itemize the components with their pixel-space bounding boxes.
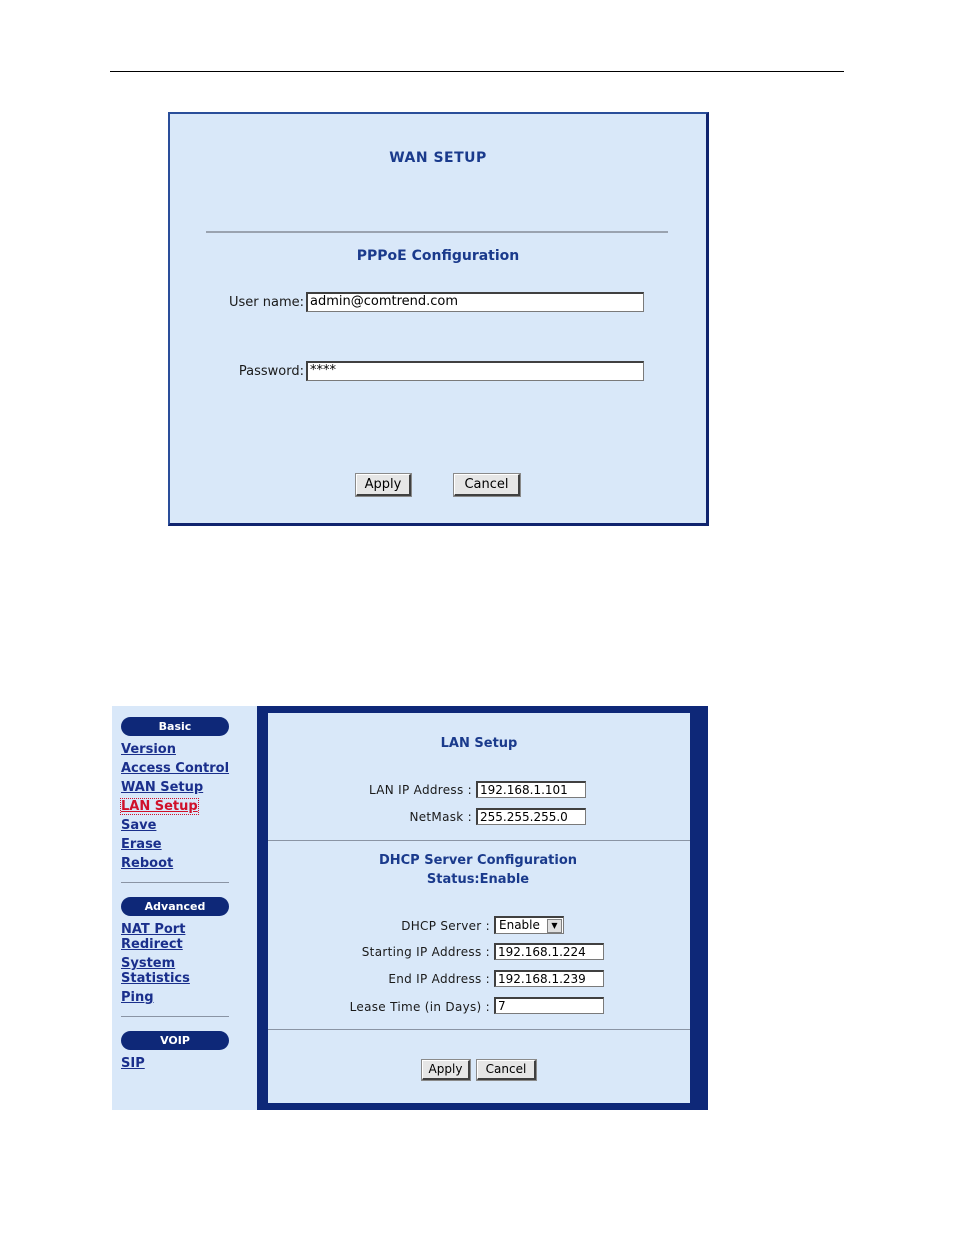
end-ip-label: End IP Address : — [388, 972, 490, 986]
chevron-down-icon[interactable]: ▼ — [547, 919, 562, 933]
page-header-rule — [110, 71, 844, 72]
dhcp-title: DHCP Server Configuration — [378, 853, 578, 868]
dhcp-server-selected-value: Enable — [499, 918, 540, 932]
nav-nat-port[interactable]: NAT Port — [121, 922, 186, 937]
password-input[interactable]: **** — [306, 361, 644, 381]
pppoe-subtitle: PPPoE Configuration — [356, 248, 520, 264]
nav-wan-setup[interactable]: WAN Setup — [121, 780, 204, 795]
nav-erase[interactable]: Erase — [121, 837, 162, 852]
wan-setup-panel — [168, 112, 709, 526]
dhcp-status: Status:Enable — [426, 872, 530, 887]
netmask-input[interactable]: 255.255.255.0 — [476, 808, 586, 825]
nav-system[interactable]: System — [121, 956, 176, 971]
wan-cancel-button[interactable]: Cancel — [454, 474, 520, 496]
sidebar-divider — [121, 1016, 229, 1017]
lan-setup-panel — [268, 713, 690, 1103]
dhcp-server-select[interactable] — [494, 916, 564, 934]
dhcp-server-label: DHCP Server : — [401, 919, 490, 933]
nav-ping[interactable]: Ping — [121, 990, 154, 1005]
wan-divider — [206, 231, 668, 233]
sidebar-divider — [121, 882, 229, 883]
nav-statistics[interactable]: Statistics — [121, 971, 190, 986]
wan-apply-button[interactable]: Apply — [356, 474, 411, 496]
netmask-label: NetMask : — [409, 810, 472, 824]
start-ip-input[interactable]: 192.168.1.224 — [494, 943, 604, 960]
wan-title: WAN SETUP — [389, 150, 487, 166]
end-ip-input[interactable]: 192.168.1.239 — [494, 970, 604, 987]
lease-time-input[interactable]: 7 — [494, 997, 604, 1014]
password-label: Password: — [238, 364, 304, 379]
lan-ip-label: LAN IP Address : — [369, 783, 472, 797]
nav-save[interactable]: Save — [121, 818, 157, 833]
nav-redirect[interactable]: Redirect — [121, 937, 183, 952]
advanced-section-header: Advanced — [121, 897, 229, 916]
lease-time-label: Lease Time (in Days) : — [349, 1000, 490, 1014]
nav-version[interactable]: Version — [121, 742, 176, 757]
basic-section-header: Basic — [121, 717, 229, 736]
nav-sip[interactable]: SIP — [121, 1056, 145, 1071]
voip-section-header: VOIP — [121, 1031, 229, 1050]
nav-access-control[interactable]: Access Control — [121, 761, 230, 776]
username-input[interactable]: admin@comtrend.com — [306, 292, 644, 312]
lan-apply-button[interactable]: Apply — [422, 1060, 470, 1080]
start-ip-label: Starting IP Address : — [361, 945, 490, 959]
nav-reboot[interactable]: Reboot — [121, 856, 174, 871]
lan-ip-input[interactable]: 192.168.1.101 — [476, 781, 586, 798]
lan-title: LAN Setup — [440, 736, 518, 751]
lan-cancel-button[interactable]: Cancel — [477, 1060, 536, 1080]
username-label: User name: — [228, 295, 304, 310]
lan-divider — [268, 840, 690, 841]
lan-divider — [268, 1029, 690, 1030]
nav-lan-setup[interactable]: LAN Setup — [121, 799, 198, 814]
